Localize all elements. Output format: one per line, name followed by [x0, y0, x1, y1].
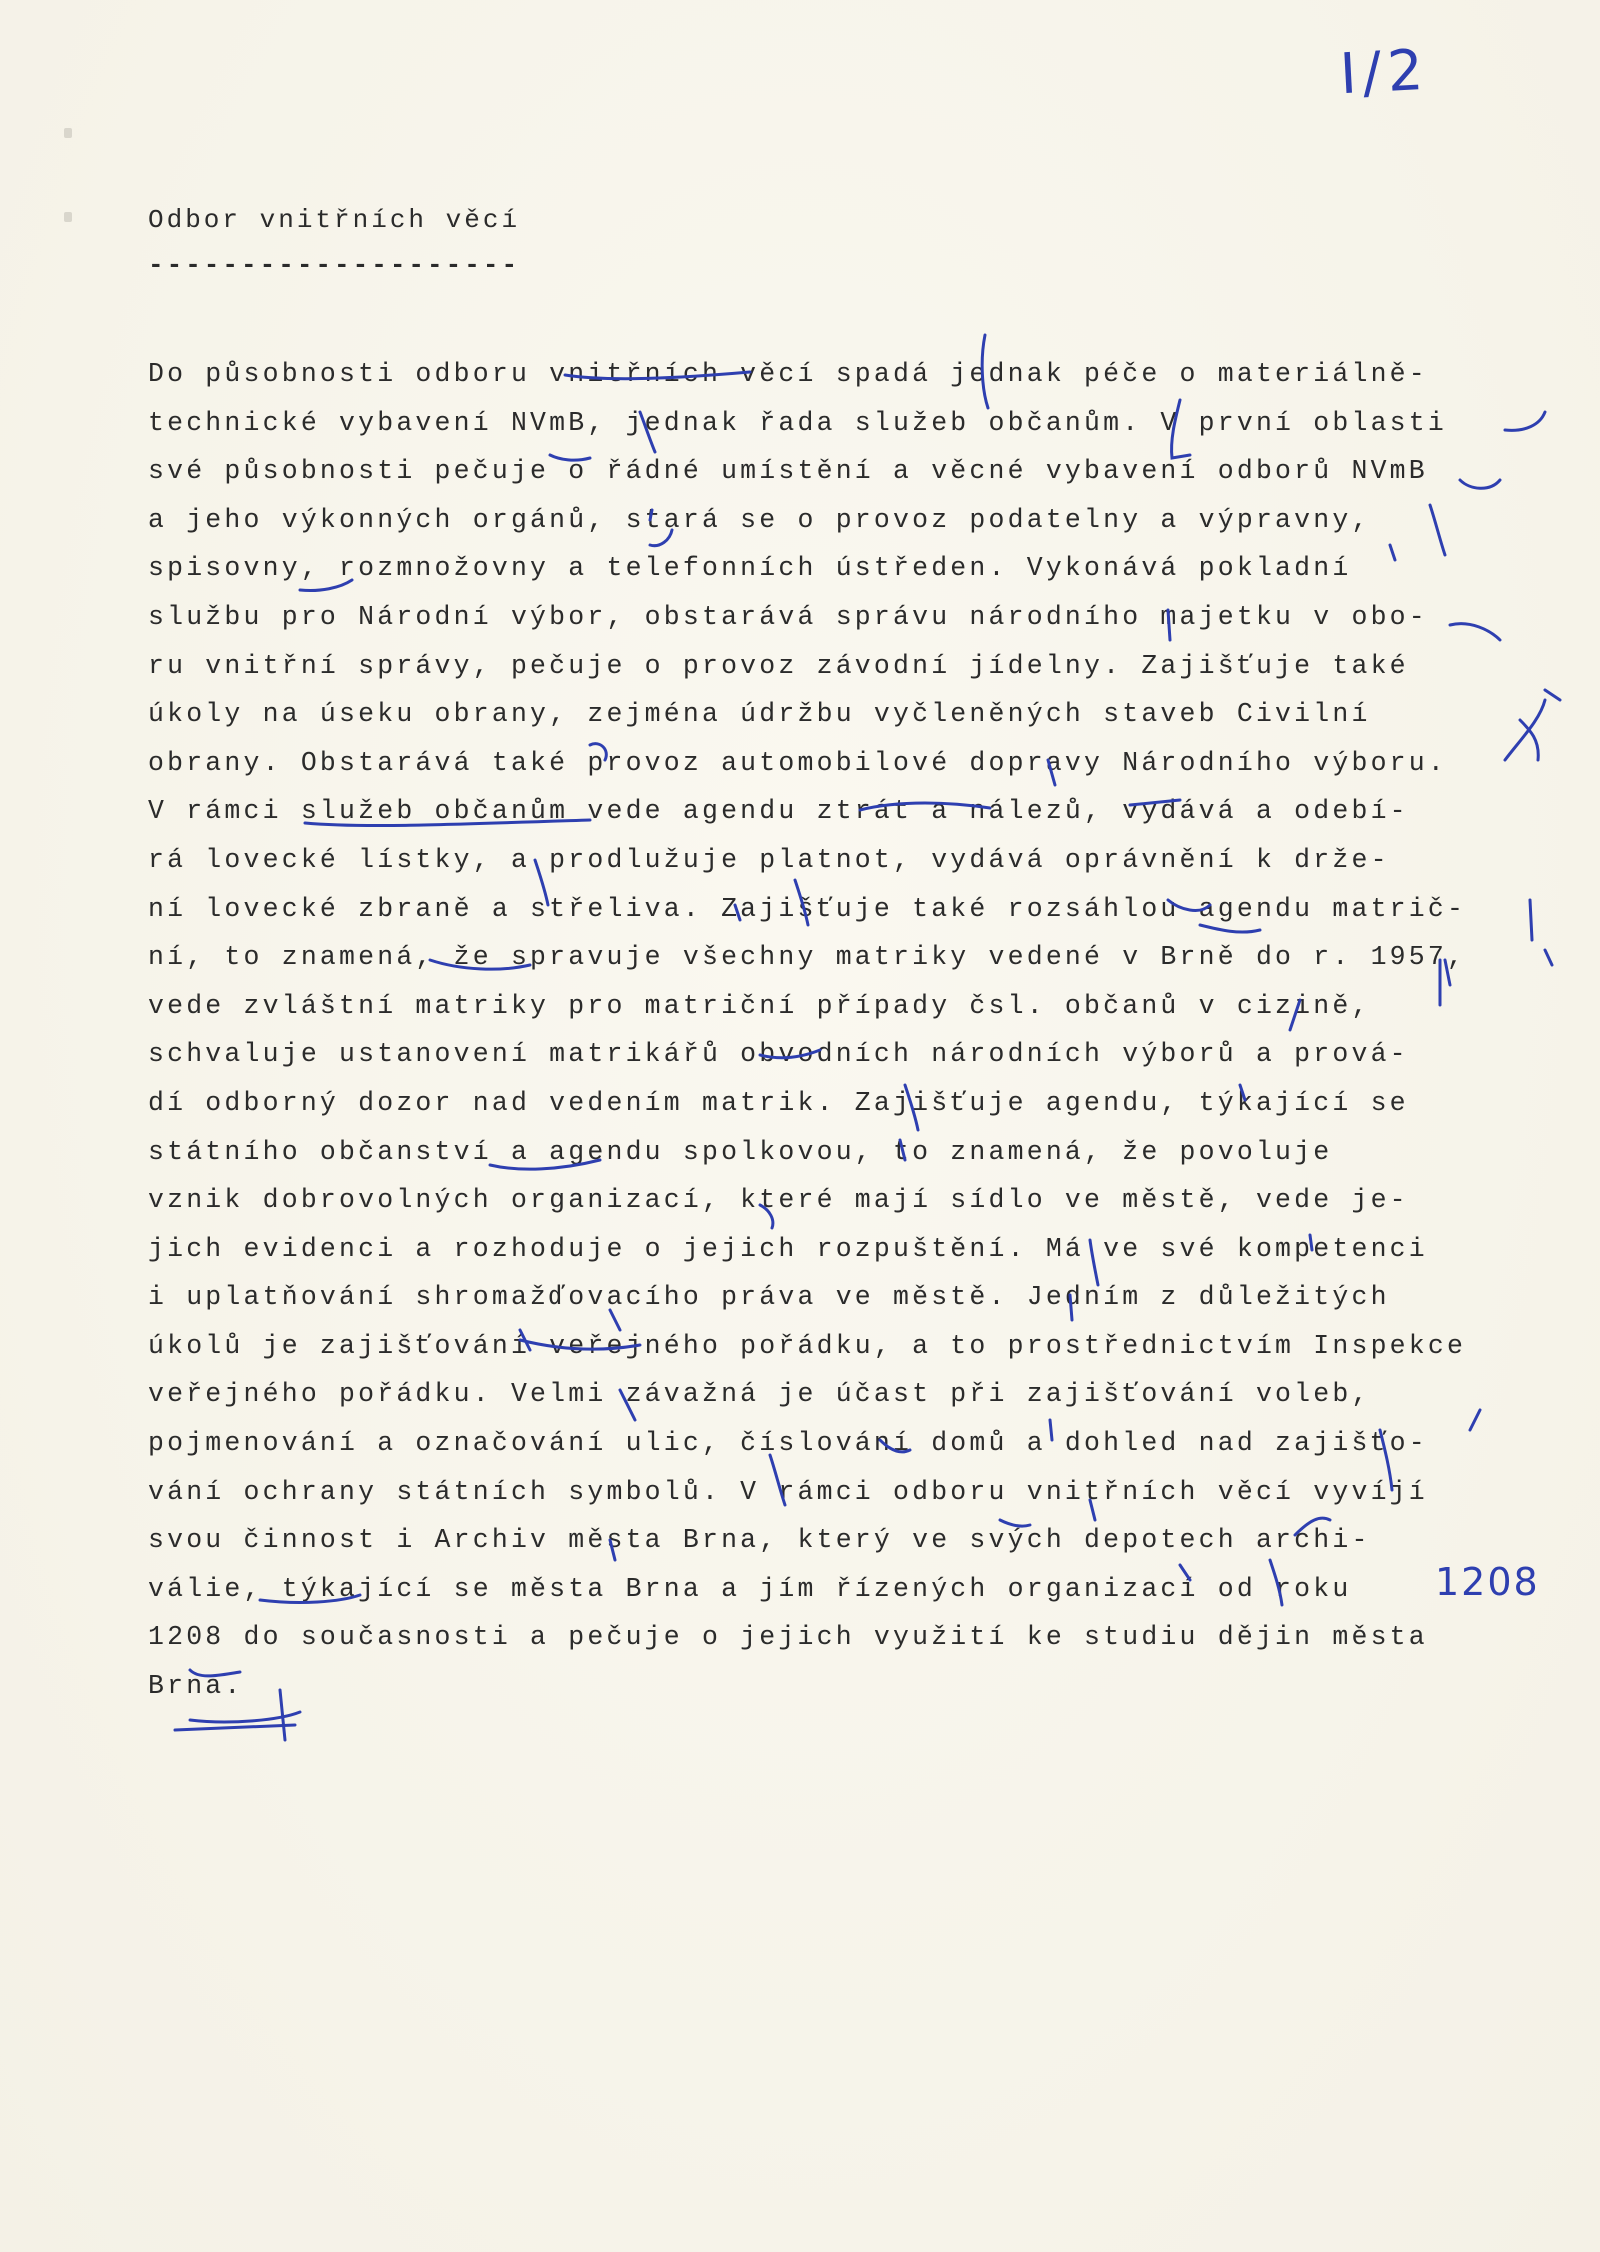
- text-line: ní, to znamená, že spravuje všechny matriky vedené v Brně do r. 1957,: [148, 942, 1467, 973]
- heading-underline: --------------------: [148, 250, 521, 280]
- text-line: schvaluje ustanovení matrikářů obvodních národních výborů a prová-: [148, 1039, 1409, 1070]
- text-line: rá lovecké lístky, a prodlužuje platnot, vydává oprávnění k drže-: [148, 844, 1390, 875]
- folio-mark: I/2: [1338, 37, 1431, 108]
- ink-stroke: [190, 1712, 300, 1722]
- text-line: svou činnost i Archiv města Brna, který ve svých depotech archi-: [148, 1525, 1371, 1556]
- text-line: Brna.: [148, 1671, 244, 1702]
- ink-stroke: [1520, 720, 1538, 760]
- text-line: obrany. Obstarává také provoz automobilové dopravy Národního výboru.: [148, 747, 1447, 778]
- ink-stroke: [1505, 412, 1545, 430]
- text-line: V rámci služeb občanům vede agendu ztrát a nálezů, vydává a odebí-: [148, 796, 1409, 827]
- punch-hole-mark: [64, 128, 72, 138]
- text-line: státního občanství a agendu spolkovou, to znamená, že povoluje: [148, 1136, 1333, 1167]
- ink-stroke: [1505, 700, 1545, 760]
- text-line: spisovny, rozmnožovny a telefonních ústředen. Vykonává pokladní: [148, 553, 1352, 584]
- text-line: úkolů je zajišťování veřejného pořádku, a to prostřednictvím Inspekce: [148, 1330, 1467, 1361]
- text-line: pojmenování a označování ulic, číslování domů a dohled nad zajišťo-: [148, 1428, 1428, 1459]
- text-line: úkoly na úseku obrany, zejména údržbu vyčleněných staveb Civilní: [148, 699, 1371, 730]
- body-paragraph: [148, 350, 1508, 1711]
- text-line: dí odborný dozor nad vedením matrik. Zajišťuje agendu, týkající se: [148, 1087, 1409, 1118]
- text-line: službu pro Národní výbor, obstarává správu národního majetku v obo-: [148, 601, 1428, 632]
- ink-stroke: [1545, 950, 1552, 965]
- text-line: jich evidenci a rozhoduje o jejich rozpuštění. Má ve své kompetenci: [148, 1233, 1428, 1264]
- ink-stroke: [1545, 690, 1560, 700]
- text-line: vání ochrany státních symbolů. V rámci odboru vnitřních věcí vyvíjí: [148, 1476, 1428, 1507]
- text-line: své působnosti pečuje o řádné umístění a věcné vybavení odborů NVmB: [148, 456, 1428, 487]
- text-line: veřejného pořádku. Velmi závažná je účast při zajišťování voleb,: [148, 1379, 1371, 1410]
- ink-stroke: [1530, 900, 1532, 940]
- text-line: válie, týkající se města Brna a jím řízených organizací od roku: [148, 1573, 1352, 1604]
- text-line: Do působnosti odboru vnitřních věcí spadá jednak péče o materiálně-: [148, 359, 1428, 389]
- text-line: vede zvláštní matriky pro matriční případy čsl. občanů v cizině,: [148, 990, 1371, 1021]
- section-heading: Odbor vnitřních věcí: [148, 205, 521, 235]
- handwritten-year: 1208: [1435, 1560, 1540, 1604]
- text-line: 1208 do současnosti a pečuje o jejich využití ke studiu dějin města: [148, 1622, 1428, 1653]
- text-line: vznik dobrovolných organizací, které mají sídlo ve městě, vede je-: [148, 1185, 1409, 1216]
- text-line: i uplatňování shromažďovacího práva ve městě. Jedním z důležitých: [148, 1282, 1390, 1313]
- text-line: technické vybavení NVmB, jednak řada služeb občanům. V první oblasti: [148, 407, 1447, 438]
- text-line: ru vnitřní správy, pečuje o provoz závodní jídelny. Zajišťuje také: [148, 650, 1409, 681]
- text-line: ní lovecké zbraně a střeliva. Zajišťuje také rozsáhlou agendu matrič-: [148, 893, 1467, 924]
- punch-hole-mark: [64, 212, 72, 222]
- ink-stroke: [175, 1725, 295, 1730]
- text-line: a jeho výkonných orgánů, stará se o provoz podatelny a výpravny,: [148, 504, 1371, 535]
